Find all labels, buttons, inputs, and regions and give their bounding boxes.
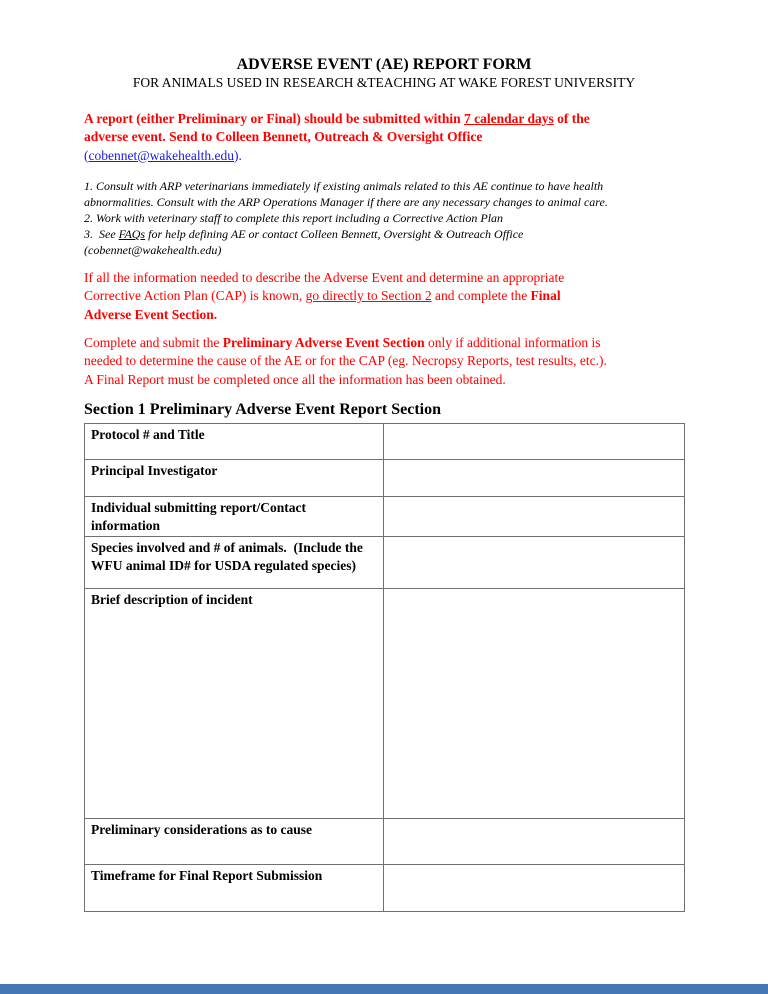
- section1-table: [84, 423, 685, 912]
- table-row: [85, 460, 685, 497]
- preliminary-report-paragraph: [84, 334, 684, 390]
- row-label-cell: Preliminary considerations as to cause: [85, 819, 384, 865]
- text-line: [84, 195, 684, 211]
- row-value-cell[interactable]: [384, 497, 685, 537]
- row-label-cell: Individual submitting report/Contact information: [85, 497, 384, 537]
- row-value-cell[interactable]: [384, 460, 685, 497]
- text-line: [84, 371, 684, 390]
- section1-heading: Section 1 Preliminary Adverse Event Report Section: [84, 401, 441, 419]
- viewer-progress-bar: [0, 984, 768, 994]
- row-value-cell[interactable]: [384, 865, 685, 912]
- text-run: only if additional information is: [424, 334, 601, 350]
- text-run: 2. Work with veterinary staff to complete this report including a Corrective Action Plan: [84, 211, 504, 226]
- submission-notice: [84, 110, 684, 165]
- row-label-cell: Protocol # and Title: [85, 424, 384, 460]
- page-subtitle: FOR ANIMALS USED IN RESEARCH &TEACHING AT WAKE FOREST UNIVERSITY: [132, 75, 636, 90]
- text-run: adverse event. Send to Colleen Bennett, Outreach & Oversight Office: [84, 129, 483, 145]
- text-line: [84, 306, 684, 325]
- text-line: [84, 243, 684, 259]
- text-line: [84, 211, 684, 227]
- text-run: 7 calendar days: [464, 111, 554, 126]
- text-run: of the: [553, 111, 590, 126]
- final-report-paragraph: [84, 269, 684, 325]
- table-row: [85, 865, 685, 912]
- text-line: [84, 110, 684, 128]
- text-run: A Final Report must be completed once all the information has been obtained.: [84, 371, 506, 387]
- text-run: A report (either Preliminary or Final) should be submitted within: [84, 111, 465, 126]
- vet-instructions: [84, 179, 684, 259]
- row-label-cell: Brief description of incident: [85, 589, 384, 819]
- text-run: (cobennet@wakehealth.edu): [84, 242, 222, 257]
- text-run: needed to determine the cause of the AE or for the CAP (eg. Necropsy Reports, test results, etc.).: [84, 353, 607, 369]
- row-label-cell: Species involved and # of animals. (Include the WFU animal ID# for USDA regulated species): [85, 537, 384, 589]
- email-link[interactable]: cobennet@wakehealth.edu: [88, 147, 234, 163]
- text-run: abnormalities. Consult with the ARP Operations Manager if there are any necessary changes to animal care.: [84, 195, 608, 210]
- text-run: 3. See: [84, 226, 119, 241]
- page-title: ADVERSE EVENT (AE) REPORT FORM: [236, 56, 532, 73]
- text-line: [84, 128, 684, 146]
- table-row: [85, 497, 685, 537]
- row-label-cell: Principal Investigator: [85, 460, 384, 497]
- faqs-link[interactable]: FAQs: [118, 226, 146, 241]
- row-label-cell: Timeframe for Final Report Submission: [85, 865, 384, 912]
- text-run: Complete and submit the: [84, 334, 223, 350]
- row-value-cell[interactable]: [384, 537, 685, 589]
- text-run: Corrective Action Plan (CAP) is known,: [84, 288, 306, 304]
- text-run: ).: [234, 147, 242, 163]
- document-body: [84, 0, 684, 912]
- text-line: [84, 287, 684, 306]
- row-value-cell[interactable]: [384, 424, 685, 460]
- row-value-cell[interactable]: [384, 589, 685, 819]
- table-row: [85, 589, 685, 819]
- row-value-cell[interactable]: [384, 819, 685, 865]
- text-line: [84, 227, 684, 243]
- text-line: [84, 269, 684, 288]
- table-row: [85, 424, 685, 460]
- text-line: [84, 334, 684, 353]
- table-row: [85, 819, 685, 865]
- table-row: [85, 537, 685, 589]
- text-run: Final: [530, 288, 561, 304]
- text-run: for help defining AE or contact Colleen Bennett, Oversight & Outreach Office: [145, 226, 524, 241]
- text-run: 1. Consult with ARP veterinarians immediately if existing animals related to this AE continue to have health: [84, 179, 604, 194]
- text-run: go directly to Section 2: [305, 288, 432, 304]
- text-line: [84, 179, 684, 195]
- text-line: [84, 352, 684, 371]
- text-run: and complete the: [431, 288, 531, 304]
- text-run: Preliminary Adverse Event Section: [222, 334, 425, 350]
- text-run: Adverse Event Section.: [84, 306, 218, 322]
- text-run: (: [84, 147, 89, 163]
- text-line: [84, 147, 684, 165]
- text-run: If all the information needed to describe the Adverse Event and determine an appropriate: [84, 269, 565, 285]
